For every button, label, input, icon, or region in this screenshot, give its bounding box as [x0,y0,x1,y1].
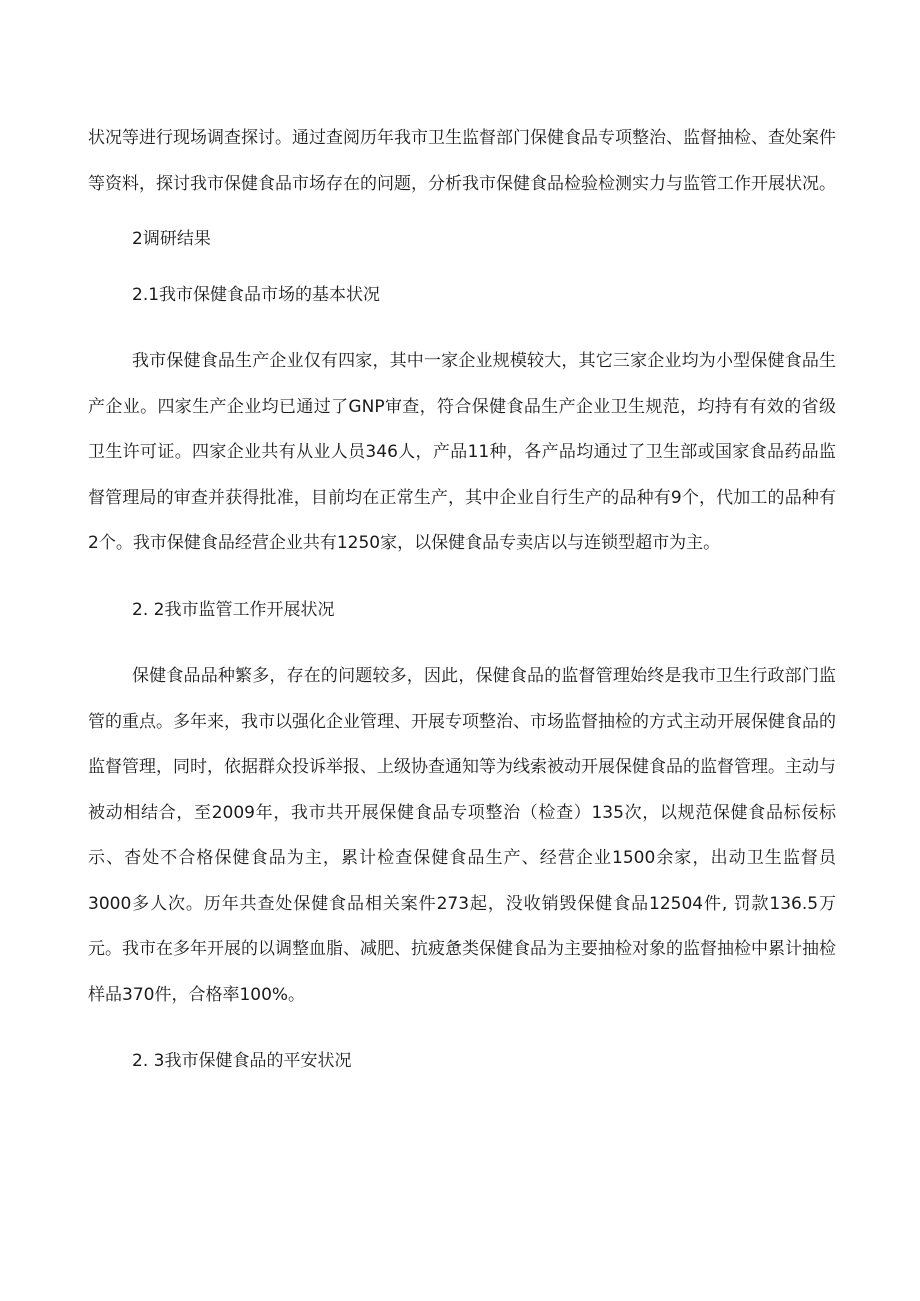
section-heading-2-1: 2.1我市保健食品市场的基本状况 [132,284,381,305]
section-heading-2-3: 2. 3我市保健食品的平安状况 [132,1051,352,1071]
section-heading-2: 2调研结果 [132,229,211,249]
paragraph-2-1: 我市保健食品生产企业仅有四家，其中一家企业规模较大，其它三家企业均为小型保健食品生产企业。四家生产企业均已通过了GNP审查，符合保健食品生产企业卫生规范，均持有有效的省级卫生许可证。四家企业共有从业人员346人，产品11种，各产品均通过了卫生部或国家食品药品监督管理局的审查并获得批准，目前均在正常生产，其中企业自行生产的品种有9个，代加工的品种有2个。我市保健食品经营企业共有1250家，以保健食品专卖店以与连锁型超市为主。 [88,351,836,553]
paragraph-intro-continuation: 状况等进行现场调查探讨。通过查阅历年我市卫生监督部门保健食品专项整治、监督抽检、查处案件等资料，探讨我市保健食品市场存在的问题，分析我市保健食品检验检测实力与监管工作开展状况。 [88,128,836,194]
document-page [88,116,836,1085]
paragraph-2-2: 保健食品品种繁多，存在的问题较多，因此，保健食品的监督管理始终是我市卫生行政部门监管的重点。多年来，我市以强化企业管理、开展专项整治、市场监督抽检的方式主动开展保健食品的监督管理，同时，依据群众投诉举报、上级协查通知等为线索被动开展保健食品的监督管理。主动与被动相结合，至2009年，我市共开展保健食品专项整治（检查）135次，以规范保健食品标佞标示、杳处不合格保健食品为主，累计检查保健食品生产、经营企业1500余家，出动卫生监督员3000多人次。历年共查处保健食品相关案件273起，没收销毁保健食品12504件, 罚款136.5万元。我市在多年开展的以调整血脂、减肥、抗疲惫类保健食品为主要抽检对象的监督抽检中累计抽检样品370件，合格率100%。 [88,666,836,1005]
section-heading-2-2: 2. 2我市监管工作开展状况 [132,599,335,620]
